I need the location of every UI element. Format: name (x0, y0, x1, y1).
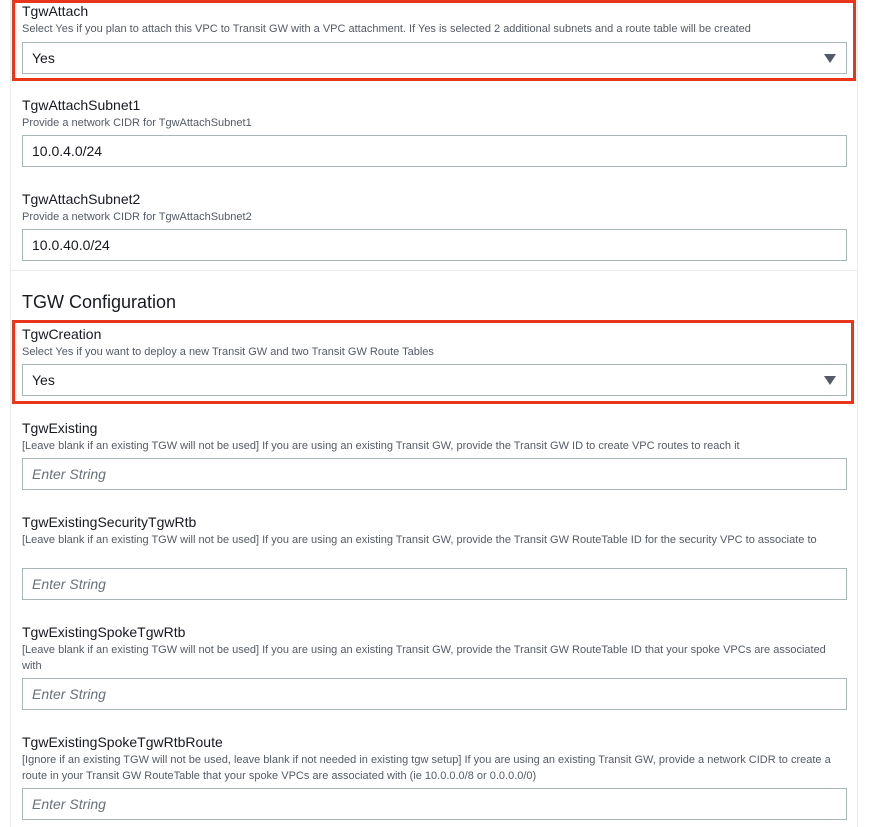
tgw-attach-subnet2-field (22, 191, 847, 253)
tgw-attach-description: Select Yes if you plan to attach this VPC to Transit GW with a VPC attachment. If Yes is selected 2 additional subnets and a route table will be created (22, 23, 751, 35)
tgw-existing-spoke-rtb-route-label: TgwExistingSpokeTgwRtbRoute (22, 734, 223, 750)
tgw-attach-subnet2-label: TgwAttachSubnet2 (22, 191, 141, 207)
tgw-creation-label: TgwCreation (22, 326, 102, 342)
tgw-existing-input[interactable]: Enter String (22, 458, 847, 490)
tgw-attach-subnet1-description: Provide a network CIDR for TgwAttachSubnet1 (22, 117, 252, 129)
tgw-existing-security-rtb-label: TgwExistingSecurityTgwRtb (22, 514, 197, 530)
tgw-existing-spoke-rtb-description: [Leave blank if an existing TGW will not be used] If you are using an existing Transit GW, provide the Transit GW RouteTable ID that your spoke VPCs are associated with (22, 644, 826, 672)
tgw-existing-label: TgwExisting (22, 420, 98, 436)
tgw-attach-selected-value: Yes (32, 50, 55, 66)
tgw-attach-subnet1-label: TgwAttachSubnet1 (22, 97, 141, 113)
tgw-existing-spoke-rtb-route-description: [Ignore if an existing TGW will not be used, leave blank if not needed in existing tgw setup] If you are using an existing Transit GW, provide a network CIDR to create a route in your Transit GW RouteTable that your spoke VPCs are associated with (ie 10.0.0.0/8 or 0.0.0.0/0) (22, 754, 831, 782)
tgw-attach-subnet1-field (22, 97, 847, 159)
tgw-creation-description: Select Yes if you want to deploy a new Transit GW and two Transit GW Route Tables (22, 346, 434, 358)
tgw-existing-spoke-rtb-route-input[interactable]: Enter String (22, 788, 847, 820)
section-divider (10, 270, 858, 271)
highlight-box-tgw-attach (12, 0, 856, 81)
tgw-existing-description: [Leave blank if an existing TGW will not be used] If you are using an existing Transit GW, provide the Transit GW ID to create VPC routes to reach it (22, 440, 740, 452)
panel-left-border (10, 0, 11, 827)
section-title-tgw-configuration: TGW Configuration (22, 292, 177, 312)
tgw-existing-field (22, 420, 847, 482)
tgw-creation-selected-value: Yes (32, 372, 55, 388)
tgw-attach-subnet2-description: Provide a network CIDR for TgwAttachSubnet2 (22, 211, 252, 223)
tgw-existing-spoke-rtb-field (22, 624, 847, 702)
tgw-attach-label: TgwAttach (22, 3, 89, 19)
panel-right-border (857, 0, 858, 827)
tgw-attach-subnet2-input[interactable]: 10.0.40.0/24 (22, 229, 847, 261)
tgw-existing-spoke-rtb-route-field (22, 734, 847, 812)
tgw-existing-spoke-rtb-label: TgwExistingSpokeTgwRtb (22, 624, 186, 640)
tgw-existing-security-rtb-field (22, 514, 847, 592)
highlight-box-tgw-creation (12, 320, 854, 404)
tgw-attach-subnet1-input[interactable]: 10.0.4.0/24 (22, 135, 847, 167)
tgw-existing-spoke-rtb-input[interactable]: Enter String (22, 678, 847, 710)
tgw-existing-security-rtb-input[interactable]: Enter String (22, 568, 847, 600)
tgw-existing-security-rtb-description: [Leave blank if an existing TGW will not be used] If you are using an existing Transit GW, provide the Transit GW RouteTable ID for the security VPC to associate to (22, 534, 817, 546)
